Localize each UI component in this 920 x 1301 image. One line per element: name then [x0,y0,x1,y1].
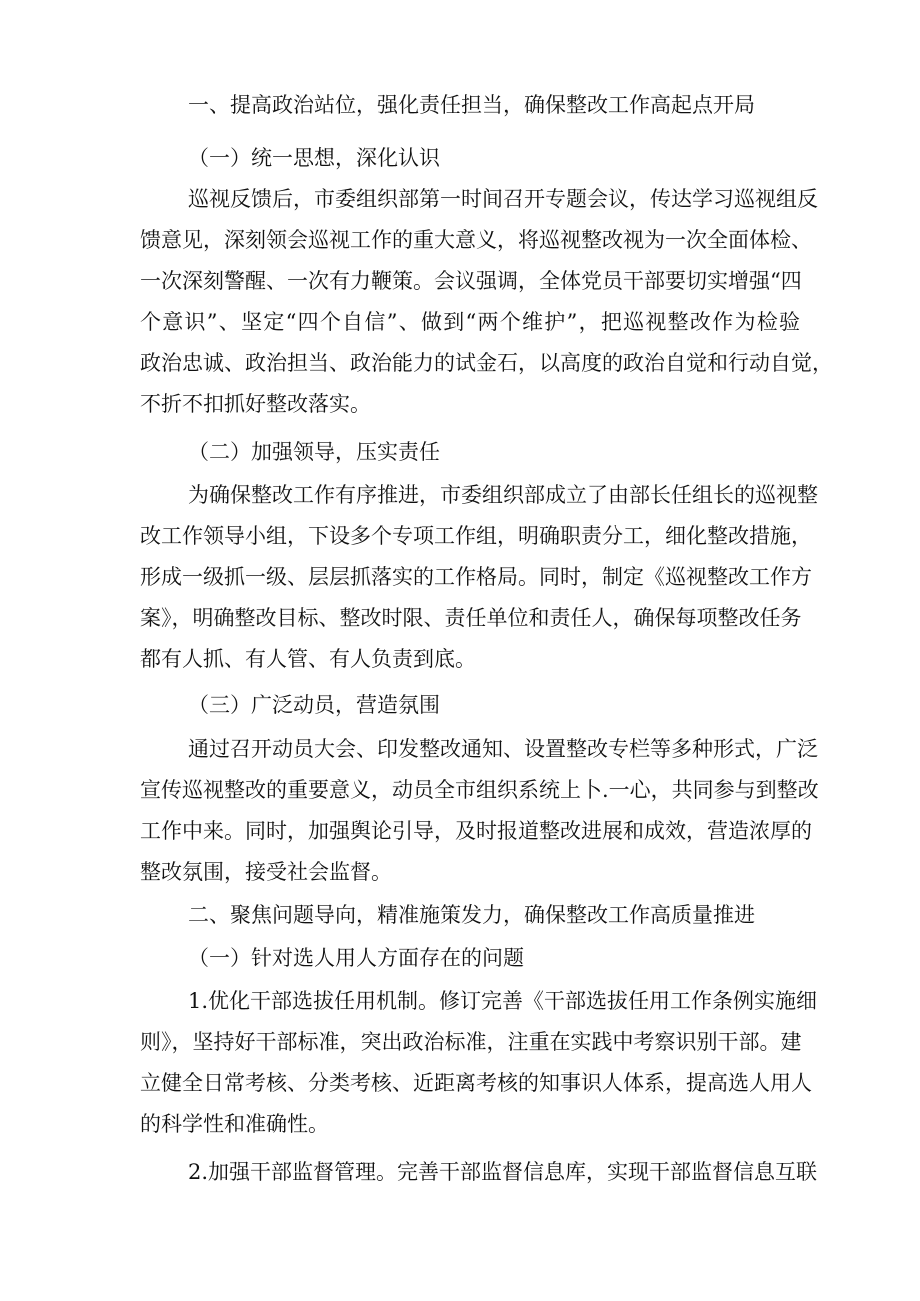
paragraph-line: 不折不扣抓好整改落实。 [140,392,371,416]
paragraph-line: 政治忠诚、政治担当、政治能力的试金石，以高度的政治自觉和行动自觉， [140,351,833,375]
paragraph-line: 通过召开动员大会、印发整改通知、设置整改专栏等多种形式，广泛 [188,737,818,761]
subsection-heading-1-2: （二）加强领导，压实责任 [188,440,440,464]
paragraph-line: 都有人抓、有人管、有人负责到底。 [140,647,476,671]
subsection-heading-1-3: （三）广泛动员，营造氛围 [188,693,440,717]
paragraph-line: 改工作领导小组，下设多个专项工作组，明确职责分工，细化整改措施， [140,524,812,548]
section-heading-1: 一、提高政治站位，强化责任担当，确保整改工作高起点开局 [188,93,755,117]
paragraph-line: 一次深刻警醒、一次有力鞭策。会议强调，全体党员干部要切实增强“四 [140,269,802,293]
subsection-heading-2-1: （一）针对选人用人方面存在的问题 [188,946,524,970]
paragraph-line: 宣传巡视整改的重要意义，动员全市组织系统上卜.一心，共同参与到整改 [140,778,819,802]
paragraph-line: 1.优化干部选拔任用机制。修订完善《干部选拔任用工作条例实施细 [188,989,818,1013]
paragraph-line: 立健全日常考核、分类考核、近距离考核的知事识人体系，提高选人用人 [140,1071,812,1095]
paragraph-line: 为确保整改工作有序推进，市委组织部成立了由部长任组长的巡视整 [188,483,818,507]
paragraph-line: 巡视反馈后，市委组织部第一时间召开专题会议，传达学习巡视组反 [188,187,818,211]
section-heading-2: 二、聚焦问题导向，精准施策发力，确保整改工作高质量推进 [188,903,755,927]
paragraph-line: 案》，明确整改目标、整改时限、责任单位和责任人，确保每项整改任务 [140,606,802,630]
paragraph-line: 2.加强干部监督管理。完善干部监督信息库，实现干部监督信息互联 [188,1160,818,1184]
paragraph-line: 形成一级抓一级、层层抓落实的工作格局。同时，制定《巡视整改工作方 [140,565,812,589]
paragraph-line: 则》，坚持好干部标准，突出政治标准，注重在实践中考察识别干部。建 [140,1030,802,1054]
paragraph-line: 整改氛围，接受社会监督。 [140,860,392,884]
paragraph-line: 工作中来。同时，加强舆论引导，及时报道整改进展和成效，营造浓厚的 [140,819,812,843]
paragraph-line: 的科学性和准确性。 [140,1112,329,1136]
paragraph-line: 个意识”、坚定“四个自信”、做到“两个维护”，把巡视整改作为检验 [140,310,800,334]
subsection-heading-1-1: （一）统一思想，深化认识 [188,146,440,170]
paragraph-line: 馈意见，深刻领会巡视工作的重大意义，将巡视整改视为一次全面体检、 [140,228,812,252]
